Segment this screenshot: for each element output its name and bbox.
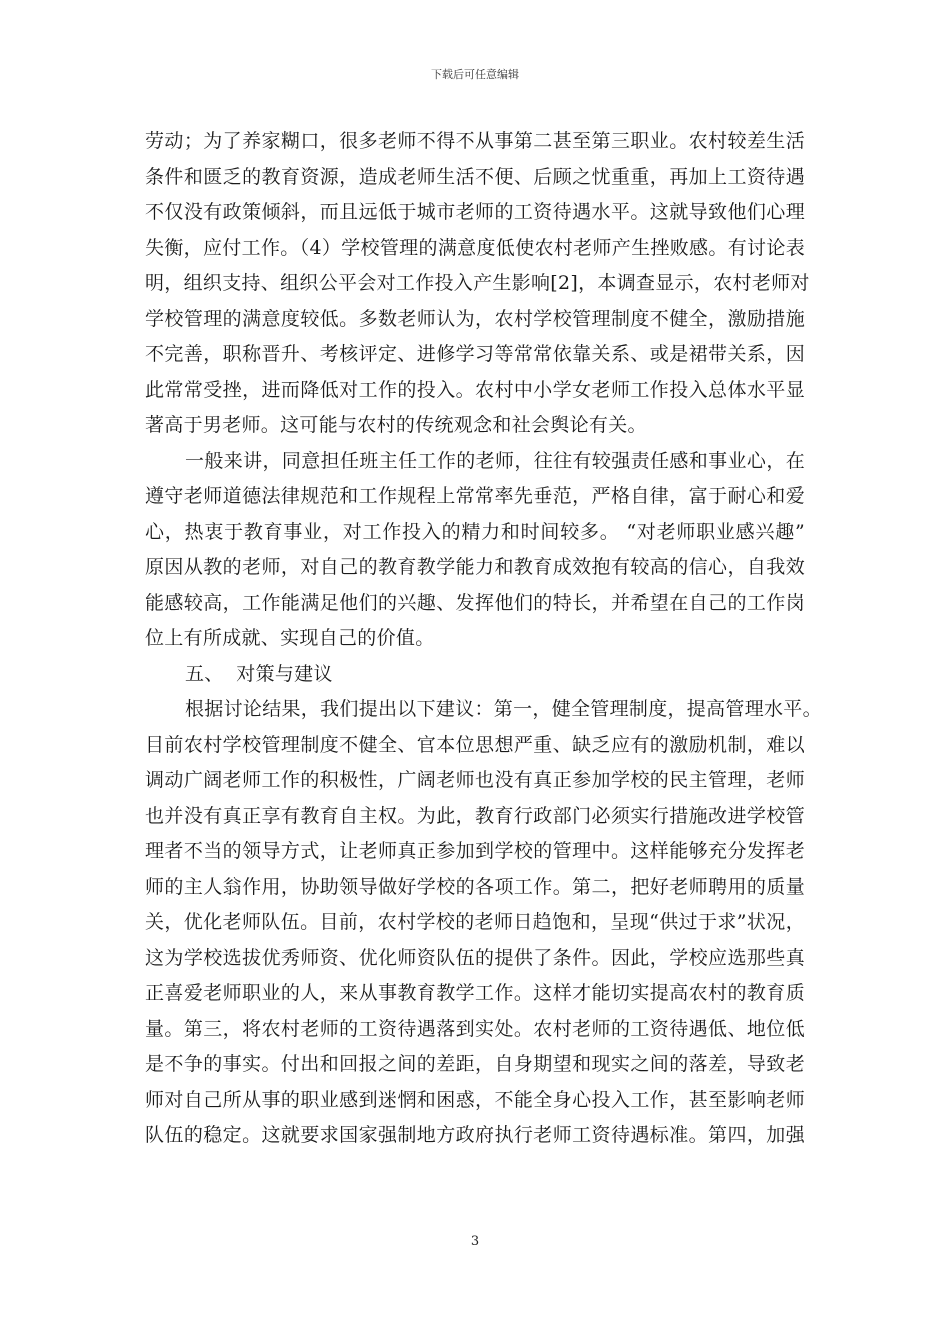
text-line: 关，优化老师队伍。目前，农村学校的老师日趋饱和，呈现“供过于求”状况， (145, 911, 805, 933)
text-line: 也并没有真正享有教育自主权。为此，教育行政部门必须实行措施改进学校管 (145, 804, 805, 827)
text-line: 著高于男老师。这可能与农村的传统观念和社会舆论有关。 (145, 414, 647, 436)
section-heading: 五、 对策与建议 (185, 662, 333, 685)
text-line: 遵守老师道德法律规范和工作规程上常常率先垂范，严格自律，富于耐心和爱 (145, 485, 805, 507)
text-line: 能感较高，工作能满足他们的兴趣、发挥他们的特长，并希望在自己的工作岗 (145, 591, 805, 614)
text-line: 心，热衷于教育事业，对工作投入的精力和时间较多。 “对老师职业感兴趣” (145, 520, 805, 543)
text-line: 学校管理的满意度较低。多数老师认为，农村学校管理制度不健全，激励措施 (145, 307, 805, 330)
text-line: 失衡，应付工作。（4）学校管理的满意度低使农村老师产生挫败感。有讨论表 (145, 236, 805, 259)
text-line: 理者不当的领导方式，让老师真正参加到学校的管理中。这样能够充分发挥老 (145, 840, 805, 862)
text-line: 位上有所成就、实现自己的价值。 (145, 627, 435, 649)
text-line: 目前农村学校管理制度不健全、官本位思想严重、缺乏应有的激励机制，难以 (145, 733, 805, 756)
text-line: 是不争的事实。付出和回报之间的差距，自身期望和现实之间的落差，导致老 (145, 1053, 805, 1075)
text-line: 量。第三，将农村老师的工资待遇落到实处。农村老师的工资待遇低、地位低 (145, 1017, 805, 1040)
text-line: 原因从教的老师，对自己的教育教学能力和教育成效抱有较高的信心，自我效 (145, 556, 805, 578)
text-line: 此常常受挫，进而降低对工作的投入。农村中小学女老师工作投入总体水平显 (145, 378, 805, 401)
text-line: 明，组织支持、组织公平会对工作投入产生影响[2]，本调查显示，农村老师对 (145, 272, 810, 294)
paragraph-start-line: 一般来讲，同意担任班主任工作的老师，往往有较强责任感和事业心，在 (185, 449, 805, 472)
text-line: 劳动；为了养家糊口，很多老师不得不从事第二甚至第三职业。农村较差生活 (145, 130, 805, 152)
text-line: 这为学校选拔优秀师资、优化师资队伍的提供了条件。因此，学校应选那些真 (145, 946, 805, 969)
text-line: 不仅没有政策倾斜，而且远低于城市老师的工资待遇水平。这就导致他们心理 (145, 201, 805, 223)
text-line: 师对自己所从事的职业感到迷惘和困惑，不能全身心投入工作，甚至影响老师 (145, 1088, 805, 1111)
page-header: 下载后可任意编辑 (431, 68, 519, 81)
text-line: 调动广阔老师工作的积极性，广阔老师也没有真正参加学校的民主管理，老师 (145, 769, 805, 791)
paragraph-start-line: 根据讨论结果，我们提出以下建议：第一，健全管理制度，提高管理水平。 (185, 698, 822, 720)
text-line: 师的主人翁作用，协助领导做好学校的各项工作。第二，把好老师聘用的质量 (145, 875, 805, 898)
text-line: 正喜爱老师职业的人，来从事教育教学工作。这样才能切实提高农村的教育质 (145, 982, 805, 1004)
text-line: 队伍的稳定。这就要求国家强制地方政府执行老师工资待遇标准。第四，加强 (145, 1124, 805, 1146)
page-number: 3 (470, 1234, 480, 1249)
text-line: 条件和匮乏的教育资源，造成老师生活不便、后顾之忧重重，再加上工资待遇 (145, 165, 805, 188)
text-line: 不完善，职称晋升、考核评定、进修学习等常常依靠关系、或是裙带关系，因 (145, 343, 805, 365)
document-body (145, 124, 822, 1154)
